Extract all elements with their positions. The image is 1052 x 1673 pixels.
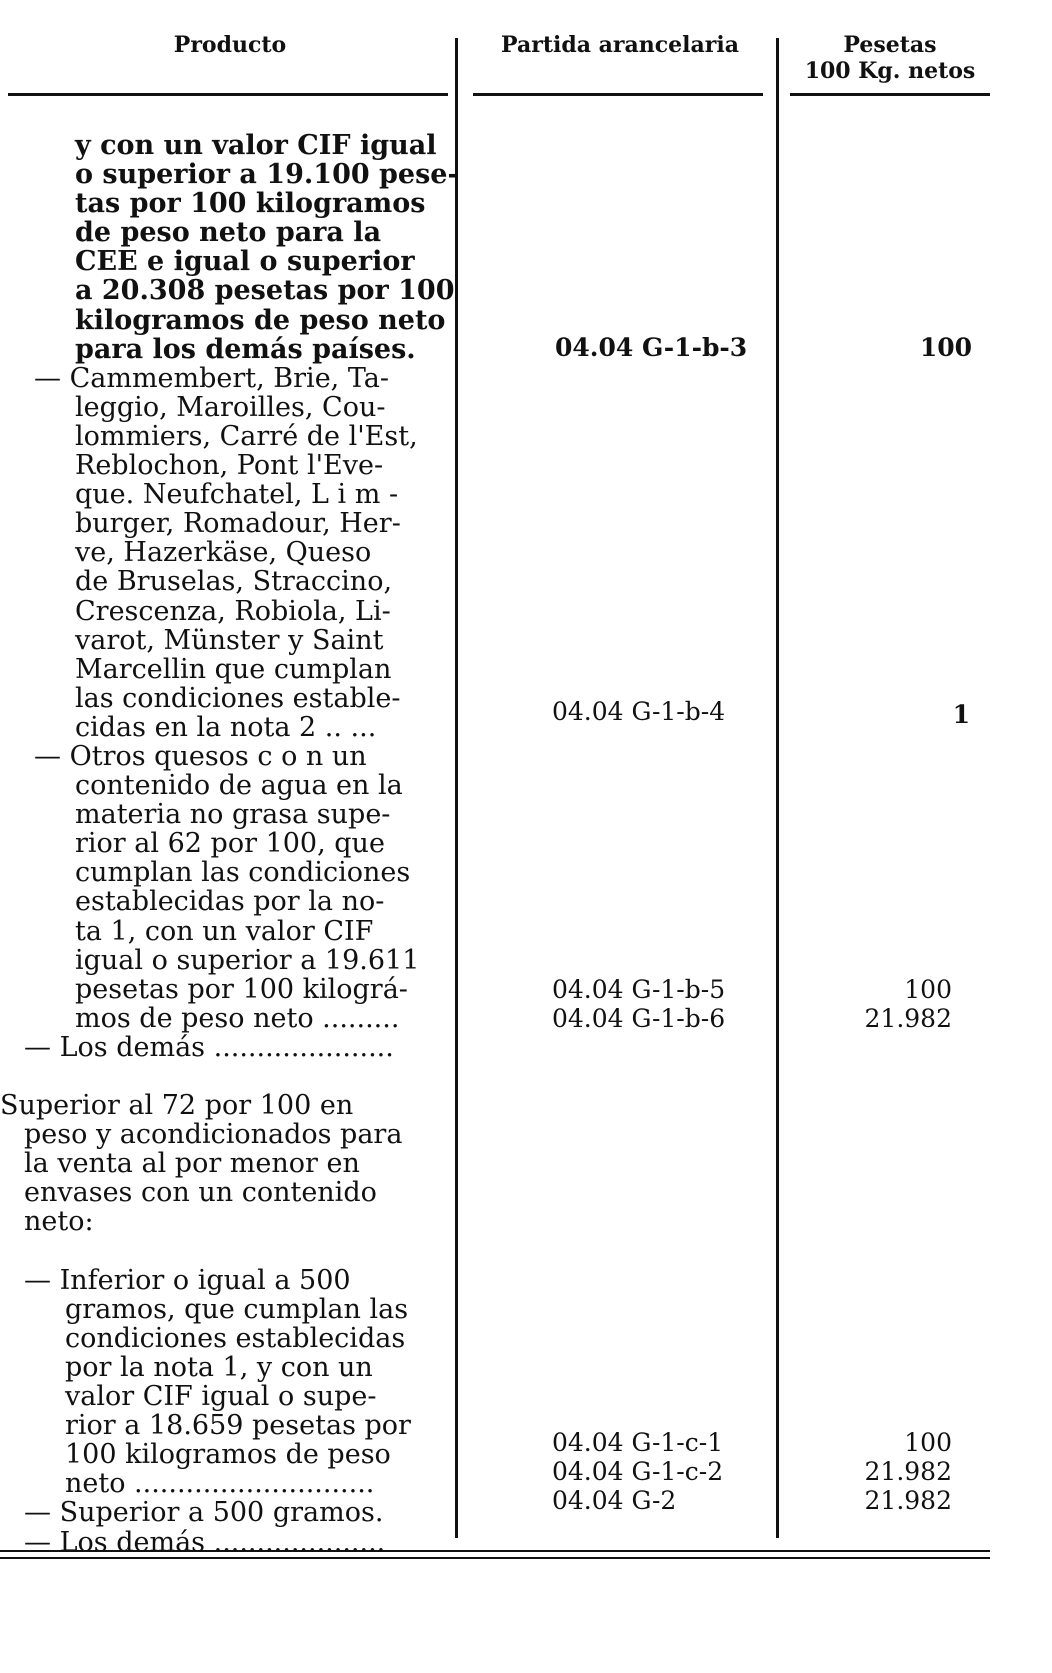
text-line: neto:: [24, 1206, 94, 1238]
header-rule-product: [8, 93, 448, 96]
text-line: rior a 18.659 pesetas por: [65, 1410, 411, 1442]
tariff-code: 04.04 G-1-c-2: [552, 1457, 724, 1486]
text-line: para los demás países.: [75, 333, 416, 365]
text-line: ve, Hazerkäse, Queso: [75, 537, 372, 569]
tariff-code: 04.04 G-1-b-6: [552, 1004, 726, 1033]
tariff-code: 04.04 G-1-b-4: [552, 697, 726, 726]
text-line: kilogramos de peso neto: [75, 304, 446, 336]
tariff-code: 04.04 G-1-b-3: [555, 333, 748, 362]
text-line: burger, Romadour, Her-: [75, 508, 401, 540]
text-line: condiciones establecidas: [65, 1322, 406, 1354]
text-line: las condiciones estable-: [75, 682, 401, 714]
text-line: — Superior a 500 gramos.: [24, 1497, 384, 1529]
text-line: tas por 100 kilogramos: [75, 188, 426, 220]
text-line: cidas en la nota 2 .. ...: [75, 711, 377, 743]
price-value: 21.982: [864, 1457, 952, 1486]
text-line: CEE e igual o superior: [75, 246, 415, 278]
text-line: materia no grasa supe-: [75, 799, 391, 831]
header-price-2: 100 Kg. netos: [804, 58, 976, 84]
tariff-code: 04.04 G-1-b-5: [552, 975, 726, 1004]
text-line: Crescenza, Robiola, Li-: [75, 595, 391, 627]
header-rule-price: [790, 93, 990, 96]
text-line: — Otros quesos c o n un: [34, 740, 367, 772]
price-value: 100: [919, 333, 972, 362]
text-line: — Cammembert, Brie, Ta-: [34, 362, 389, 394]
text-line: pesetas por 100 kilográ-: [75, 973, 408, 1005]
price-value: 100: [904, 1428, 952, 1457]
text-line: que. Neufchatel, L i m -: [75, 479, 399, 511]
text-line: contenido de agua en la: [75, 770, 403, 802]
text-line: envases con un contenido: [24, 1177, 377, 1209]
text-line: o superior a 19.100 pese-: [75, 159, 459, 191]
product-description: [0, 131, 470, 1557]
text-line: peso y acondicionados para: [24, 1119, 403, 1151]
text-line: la venta al por menor en: [24, 1148, 360, 1180]
text-line: Marcellin que cumplan: [75, 653, 392, 685]
text-line: neto ............................: [65, 1468, 375, 1500]
text-line: igual o superior a 19.611: [75, 944, 420, 976]
text-line: varot, Münster y Saint: [75, 624, 384, 656]
text-line: de Bruselas, Straccino,: [75, 566, 393, 598]
text-line: ta 1, con un valor CIF: [75, 915, 374, 947]
text-line: valor CIF igual o supe-: [65, 1381, 377, 1413]
text-line: mos de peso neto .........: [75, 1002, 400, 1034]
text-line: lommiers, Carré de l'Est,: [75, 420, 418, 452]
column-divider-2: [776, 38, 779, 1538]
price-value: 100: [904, 975, 952, 1004]
text-line: — Los demás ....................: [24, 1526, 386, 1558]
tariff-code: 04.04 G-2: [552, 1486, 677, 1515]
text-line: rior al 62 por 100, que: [75, 828, 385, 860]
text-line: 100 kilogramos de peso: [65, 1439, 391, 1471]
header-tariff: Partida arancelaria: [501, 32, 739, 58]
tariff-code: 04.04 G-1-c-1: [552, 1428, 724, 1457]
text-line: y con un valor CIF igual: [75, 130, 437, 161]
text-line: establecidas por la no-: [75, 886, 385, 918]
spacer-line: [0, 1237, 470, 1266]
text-line: de peso neto para la: [75, 217, 382, 249]
text-line: Reblochon, Pont l'Eve-: [75, 450, 384, 482]
text-line: Superior al 72 por 100 en: [0, 1090, 354, 1122]
text-line: a 20.308 pesetas por 100: [75, 275, 455, 307]
text-line: leggio, Maroilles, Cou-: [75, 391, 386, 423]
price-value: 21.982: [864, 1004, 952, 1033]
header-price-1: Pesetas: [843, 32, 937, 58]
spacer-line: [0, 1062, 470, 1091]
text-line: cumplan las condiciones: [75, 857, 411, 889]
price-value: 1: [952, 700, 970, 729]
text-line: por la nota 1, y con un: [65, 1351, 373, 1383]
text-line: — Los demás .....................: [24, 1031, 394, 1063]
text-line: gramos, que cumplan las: [65, 1293, 409, 1325]
price-value: 21.982: [864, 1486, 952, 1515]
header-product: Producto: [173, 32, 287, 58]
text-line: — Inferior o igual a 500: [24, 1264, 351, 1296]
header-rule-tariff: [473, 93, 763, 96]
